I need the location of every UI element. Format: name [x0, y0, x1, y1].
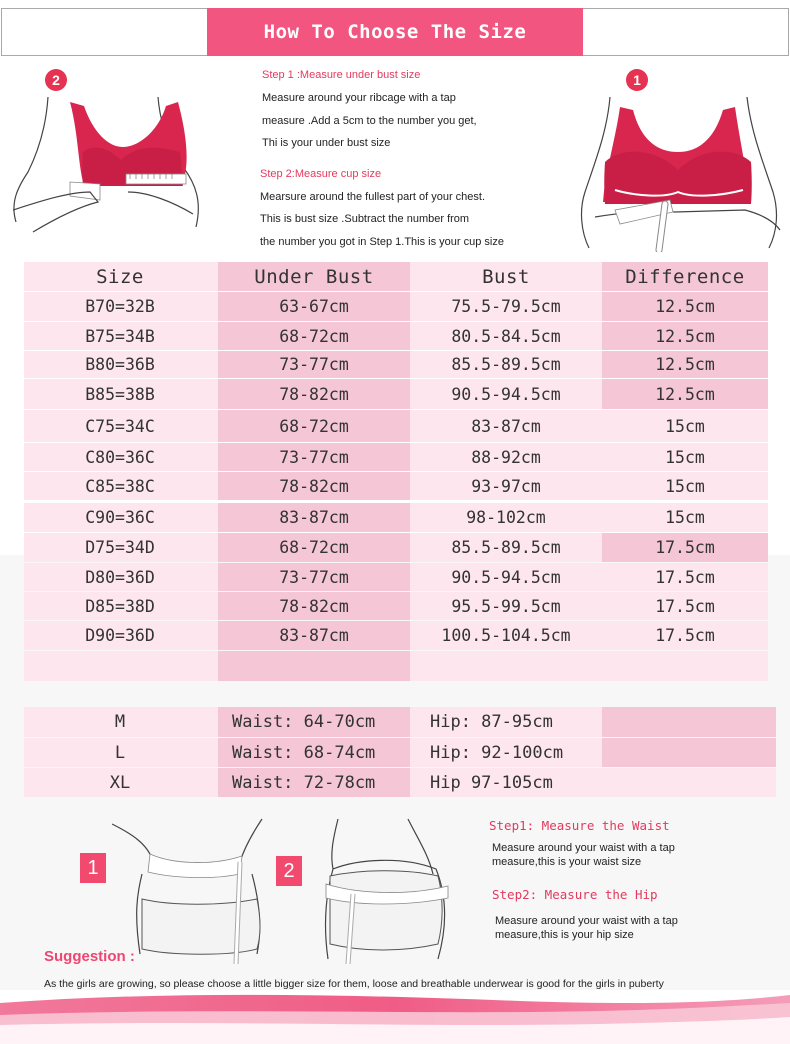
cell-under-bust: 78-82cm — [218, 472, 410, 500]
suggestion-title: Suggestion : — [44, 948, 135, 965]
hip-step-badge: 2 — [276, 856, 302, 886]
step-badge-1: 1 — [626, 69, 648, 91]
cell-under-bust: 68-72cm — [218, 410, 410, 442]
hip-measure-figure — [308, 814, 458, 964]
table-row — [24, 563, 768, 591]
bust-measure-figure — [575, 92, 783, 252]
cell-empty — [602, 738, 776, 767]
cell-difference: 15cm — [665, 416, 705, 436]
cell-empty — [602, 707, 776, 737]
table-row — [24, 621, 768, 650]
cell-size: B80=36B — [85, 355, 155, 374]
cell-under-bust: 73-77cm — [218, 443, 410, 471]
cell-under-bust: 83-87cm — [218, 503, 410, 532]
column-header-bust: Bust — [482, 265, 530, 288]
bust-step1-line: Measure around your ribcage with a tap — [262, 92, 456, 104]
cell-hip: Hip 97-105cm — [430, 772, 553, 793]
cell-size: D90=36D — [85, 626, 155, 645]
column-header-size: Size — [96, 265, 144, 288]
underbust-measure-figure — [8, 92, 204, 242]
cell-under-bust: 73-77cm — [218, 563, 410, 591]
table-row — [24, 738, 776, 767]
cell-under-bust: 68-72cm — [218, 322, 410, 350]
cell-size: M — [114, 712, 126, 732]
cell-size: C85=38C — [85, 476, 155, 496]
table-row — [24, 533, 768, 562]
bust-step1-line: measure .Add a 5cm to the number you get, — [262, 115, 477, 127]
cell-under-bust: 68-72cm — [218, 533, 410, 562]
waist-step1-line: measure,this is your waist size — [492, 856, 642, 868]
cell-bust: 95.5-99.5cm — [451, 596, 561, 616]
cell-difference: 12.5cm — [602, 379, 768, 409]
waist-step1-title: Step1: Measure the Waist — [489, 818, 670, 833]
cell-under-bust: 78-82cm — [218, 592, 410, 620]
cell-bust: 90.5-94.5cm — [451, 567, 561, 587]
hip-step2-line: measure,this is your hip size — [495, 929, 634, 941]
table-row — [24, 443, 768, 471]
cell-difference: 17.5cm — [655, 626, 715, 645]
cell-size: C90=36C — [85, 508, 155, 527]
cell-hip: Hip: 92-100cm — [430, 742, 564, 763]
table-row — [24, 292, 768, 321]
cell-difference: 15cm — [665, 476, 705, 496]
cell-waist: Waist: 64-70cm — [218, 707, 410, 737]
cell-size: XL — [109, 772, 131, 793]
waist-step-badge: 1 — [80, 853, 106, 883]
cell-size: D85=38D — [85, 596, 155, 616]
cell-under-bust: 78-82cm — [218, 379, 410, 409]
hip-step2-title: Step2: Measure the Hip — [492, 887, 658, 902]
cell-size: C80=36C — [85, 447, 155, 467]
bust-step2-line: This is bust size .Subtract the number from — [260, 213, 470, 225]
bust-step2-line: Mearsure around the fullest part of your chest. — [260, 191, 486, 203]
cell-empty — [602, 768, 776, 797]
cell-difference: 17.5cm — [655, 567, 715, 587]
cell-bust: 98-102cm — [466, 508, 546, 527]
table-row — [24, 322, 768, 350]
cell-bust: 85.5-89.5cm — [451, 538, 561, 557]
column-header-under-bust: Under Bust — [218, 262, 410, 291]
cell-size: D80=36D — [85, 567, 155, 587]
cell-under-bust: 73-77cm — [218, 351, 410, 378]
bust-step2-line: the number you got in Step 1.This is your cup size — [260, 236, 504, 248]
cell-bust: 85.5-89.5cm — [451, 355, 561, 374]
cell-difference: 17.5cm — [602, 533, 768, 562]
hip-step2-line: Measure around your waist with a tap — [495, 915, 678, 927]
cell-bust: 100.5-104.5cm — [441, 626, 571, 645]
cell-bust: 83-87cm — [471, 416, 541, 436]
cell-size: B70=32B — [85, 297, 155, 316]
step-badge-2: 2 — [45, 69, 67, 91]
cell-waist: Waist: 68-74cm — [218, 738, 410, 767]
column-header-difference: Difference — [602, 262, 768, 291]
cell-difference: 12.5cm — [602, 351, 768, 378]
bottom-wave-decoration — [0, 985, 790, 1044]
table-row-empty — [24, 651, 768, 681]
page-title: How To Choose The Size — [207, 8, 583, 56]
cell-size: B85=38B — [85, 384, 155, 404]
table-row — [24, 768, 776, 797]
table-row — [24, 472, 768, 500]
cell-under-bust: 83-87cm — [218, 621, 410, 650]
cell-hip: Hip: 87-95cm — [430, 712, 553, 732]
table-row — [24, 707, 776, 737]
cell-size: L — [114, 742, 126, 763]
cell-size: D75=34D — [85, 538, 155, 557]
cell-waist: Waist: 72-78cm — [218, 768, 410, 797]
cell-difference: 12.5cm — [602, 322, 768, 350]
cell-size: C75=34C — [85, 416, 155, 436]
bust-step1-title: Step 1 :Measure under bust size — [262, 69, 421, 81]
cell-difference: 17.5cm — [655, 596, 715, 616]
cell-bust: 75.5-79.5cm — [451, 297, 561, 316]
cell-difference: 15cm — [665, 447, 705, 467]
cell-difference: 15cm — [665, 508, 705, 527]
cell-bust: 80.5-84.5cm — [451, 326, 561, 346]
table-row — [24, 351, 768, 378]
waist-step1-line: Measure around your waist with a tap — [492, 842, 675, 854]
suggestion-text: As the girls are growing, so please choose a little bigger size for them, loose and breathable underwear is good for the girls in puberty — [44, 978, 664, 990]
cell-difference: 12.5cm — [602, 292, 768, 321]
cell-under-bust: 63-67cm — [218, 292, 410, 321]
waist-measure-figure — [112, 814, 277, 964]
bust-step2-title: Step 2:Measure cup size — [260, 168, 382, 180]
cell-bust: 93-97cm — [471, 476, 541, 496]
cell-size: B75=34B — [85, 326, 155, 346]
cell-empty — [218, 651, 410, 681]
cell-bust: 88-92cm — [471, 447, 541, 467]
cell-bust: 90.5-94.5cm — [451, 384, 561, 404]
bust-step1-line: Thi is your under bust size — [262, 137, 391, 149]
table-row — [24, 410, 768, 442]
table-row — [24, 592, 768, 620]
table-header-row — [24, 262, 768, 291]
table-row — [24, 379, 768, 409]
table-row — [24, 503, 768, 532]
